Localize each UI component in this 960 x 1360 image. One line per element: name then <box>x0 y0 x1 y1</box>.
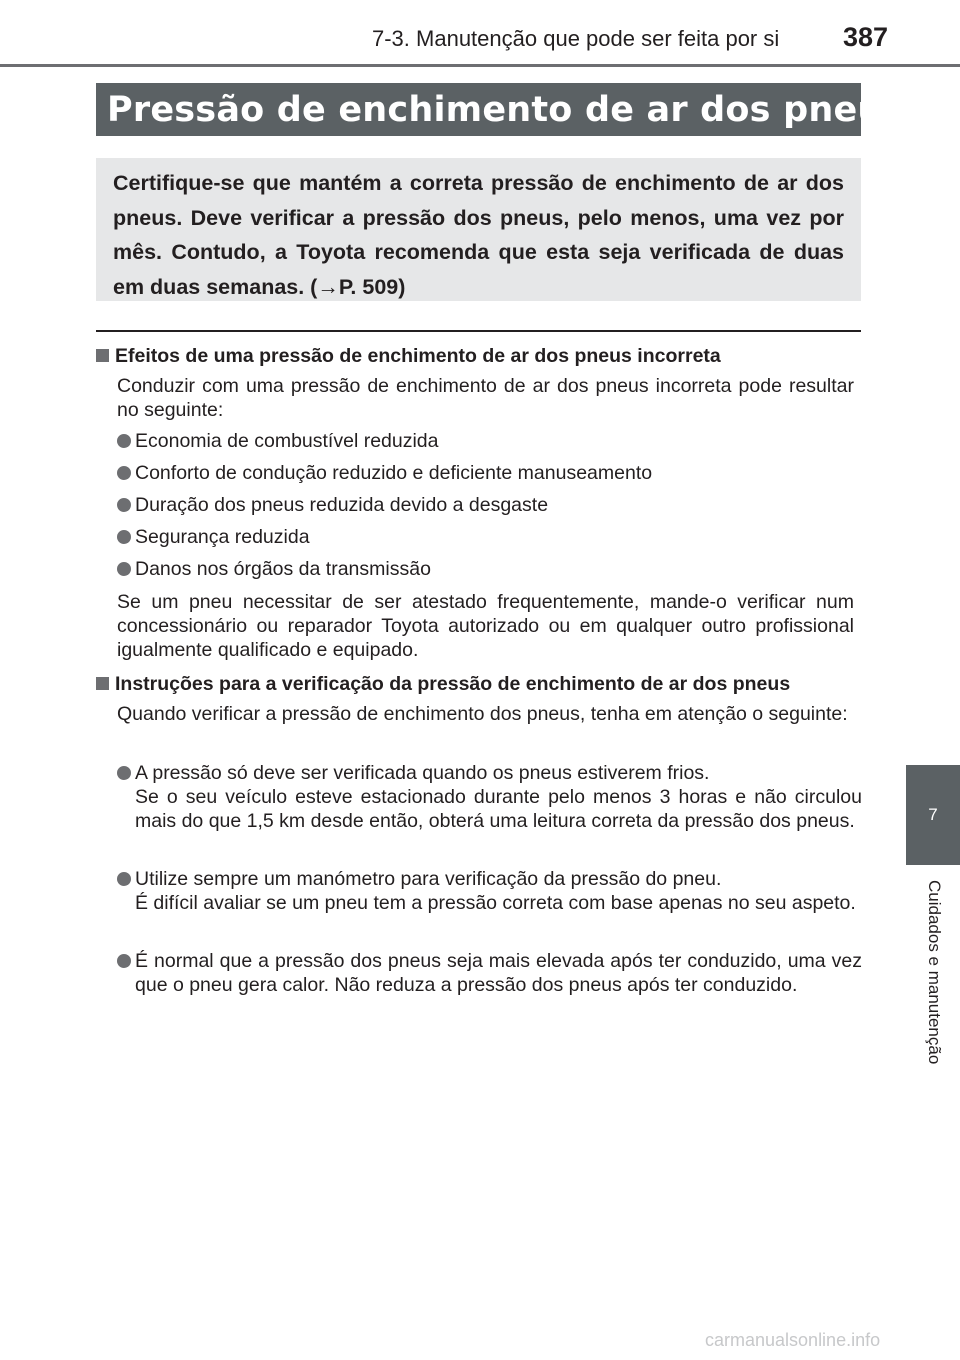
bullet-dot-icon <box>117 498 131 512</box>
list-item-text: Conforto de condução reduzido e deficiente manuseamento <box>135 462 653 484</box>
list-item <box>117 429 862 453</box>
section-divider <box>96 330 861 332</box>
bullet-dot-icon <box>117 530 131 544</box>
bullet-dot-icon <box>117 872 131 886</box>
section-heading-text: Instruções para a verificação da pressão de enchimento de ar dos pneus <box>115 673 791 695</box>
section-heading-instructions <box>96 672 866 696</box>
list-item <box>117 557 862 581</box>
list-item-text: Duração dos pneus reduzida devido a desgaste <box>135 494 549 516</box>
chapter-number: 7 <box>928 805 938 824</box>
list-item-text: Segurança reduzida <box>135 526 310 548</box>
bullet-dot-icon <box>117 954 131 968</box>
list-item-text: Utilize sempre um manómetro para verificação da pressão do pneu. <box>135 868 722 890</box>
list-item <box>117 461 862 485</box>
list-item <box>117 761 862 833</box>
bullet-dot-icon <box>117 434 131 448</box>
list-item-text: É normal que a pressão dos pneus seja mais elevada após ter conduzido, uma vez que o pneu gera calor. Não reduza a pressão dos pneus após ter conduzido. <box>135 950 862 996</box>
list-item <box>117 525 862 549</box>
list-item <box>117 949 862 997</box>
intro-box <box>96 158 861 301</box>
chapter-label: Cuidados e manutenção <box>925 880 944 1065</box>
bullet-dot-icon <box>117 466 131 480</box>
list-item <box>117 867 862 915</box>
list-item-detail: É difícil avaliar se um pneu tem a pressão correta com base apenas no seu aspeto. <box>135 892 856 914</box>
section-heading-effects <box>96 344 866 368</box>
list-item-text: Economia de combustível reduzida <box>135 430 439 452</box>
list-item-text: Danos nos órgãos da transmissão <box>135 558 431 580</box>
list-item-text: A pressão só deve ser verificada quando os pneus estiverem frios. <box>135 762 710 784</box>
list-item <box>117 493 862 517</box>
square-bullet-icon <box>96 677 109 690</box>
section-intro-text: Conduzir com uma pressão de enchimento de ar dos pneus incorreta pode resultar no seguinte: <box>117 375 854 421</box>
header-divider <box>0 64 960 67</box>
list-item-detail: Se o seu veículo esteve estacionado durante pelo menos 3 horas e não circulou mais do que 1,5 km desde então, obterá uma leitura correta da pressão dos pneus. <box>135 786 862 832</box>
chapter-tab <box>906 765 960 865</box>
bullet-dot-icon <box>117 766 131 780</box>
intro-text: Certifique-se que mantém a correta pressão de enchimento de ar dos pneus. Deve verificar a pressão dos pneus, pelo menos, uma vez por mês. Contudo, a Toyota recomenda que esta seja verificada de duas em duas semanas. (→P. 509) <box>113 171 844 299</box>
square-bullet-icon <box>96 349 109 362</box>
bullet-dot-icon <box>117 562 131 576</box>
page-title: Pressão de enchimento de ar dos pneus <box>107 89 904 130</box>
chapter-section-title: 7-3. Manutenção que pode ser feita por si <box>372 26 780 51</box>
section-intro-text: Quando verificar a pressão de enchimento dos pneus, tenha em atenção o seguinte: <box>117 703 848 725</box>
section-heading-text: Efeitos de uma pressão de enchimento de ar dos pneus incorreta <box>115 345 721 367</box>
page-title-bar <box>96 83 904 136</box>
page-number: 387 <box>843 22 889 52</box>
watermark: carmanualsonline.info <box>705 1330 881 1350</box>
section-closing-text: Se um pneu necessitar de ser atestado frequentemente, mande-o verificar num concessionário ou reparador Toyota autorizado ou em qualquer outro profissional igualmente qualificado e equipado. <box>117 591 854 661</box>
